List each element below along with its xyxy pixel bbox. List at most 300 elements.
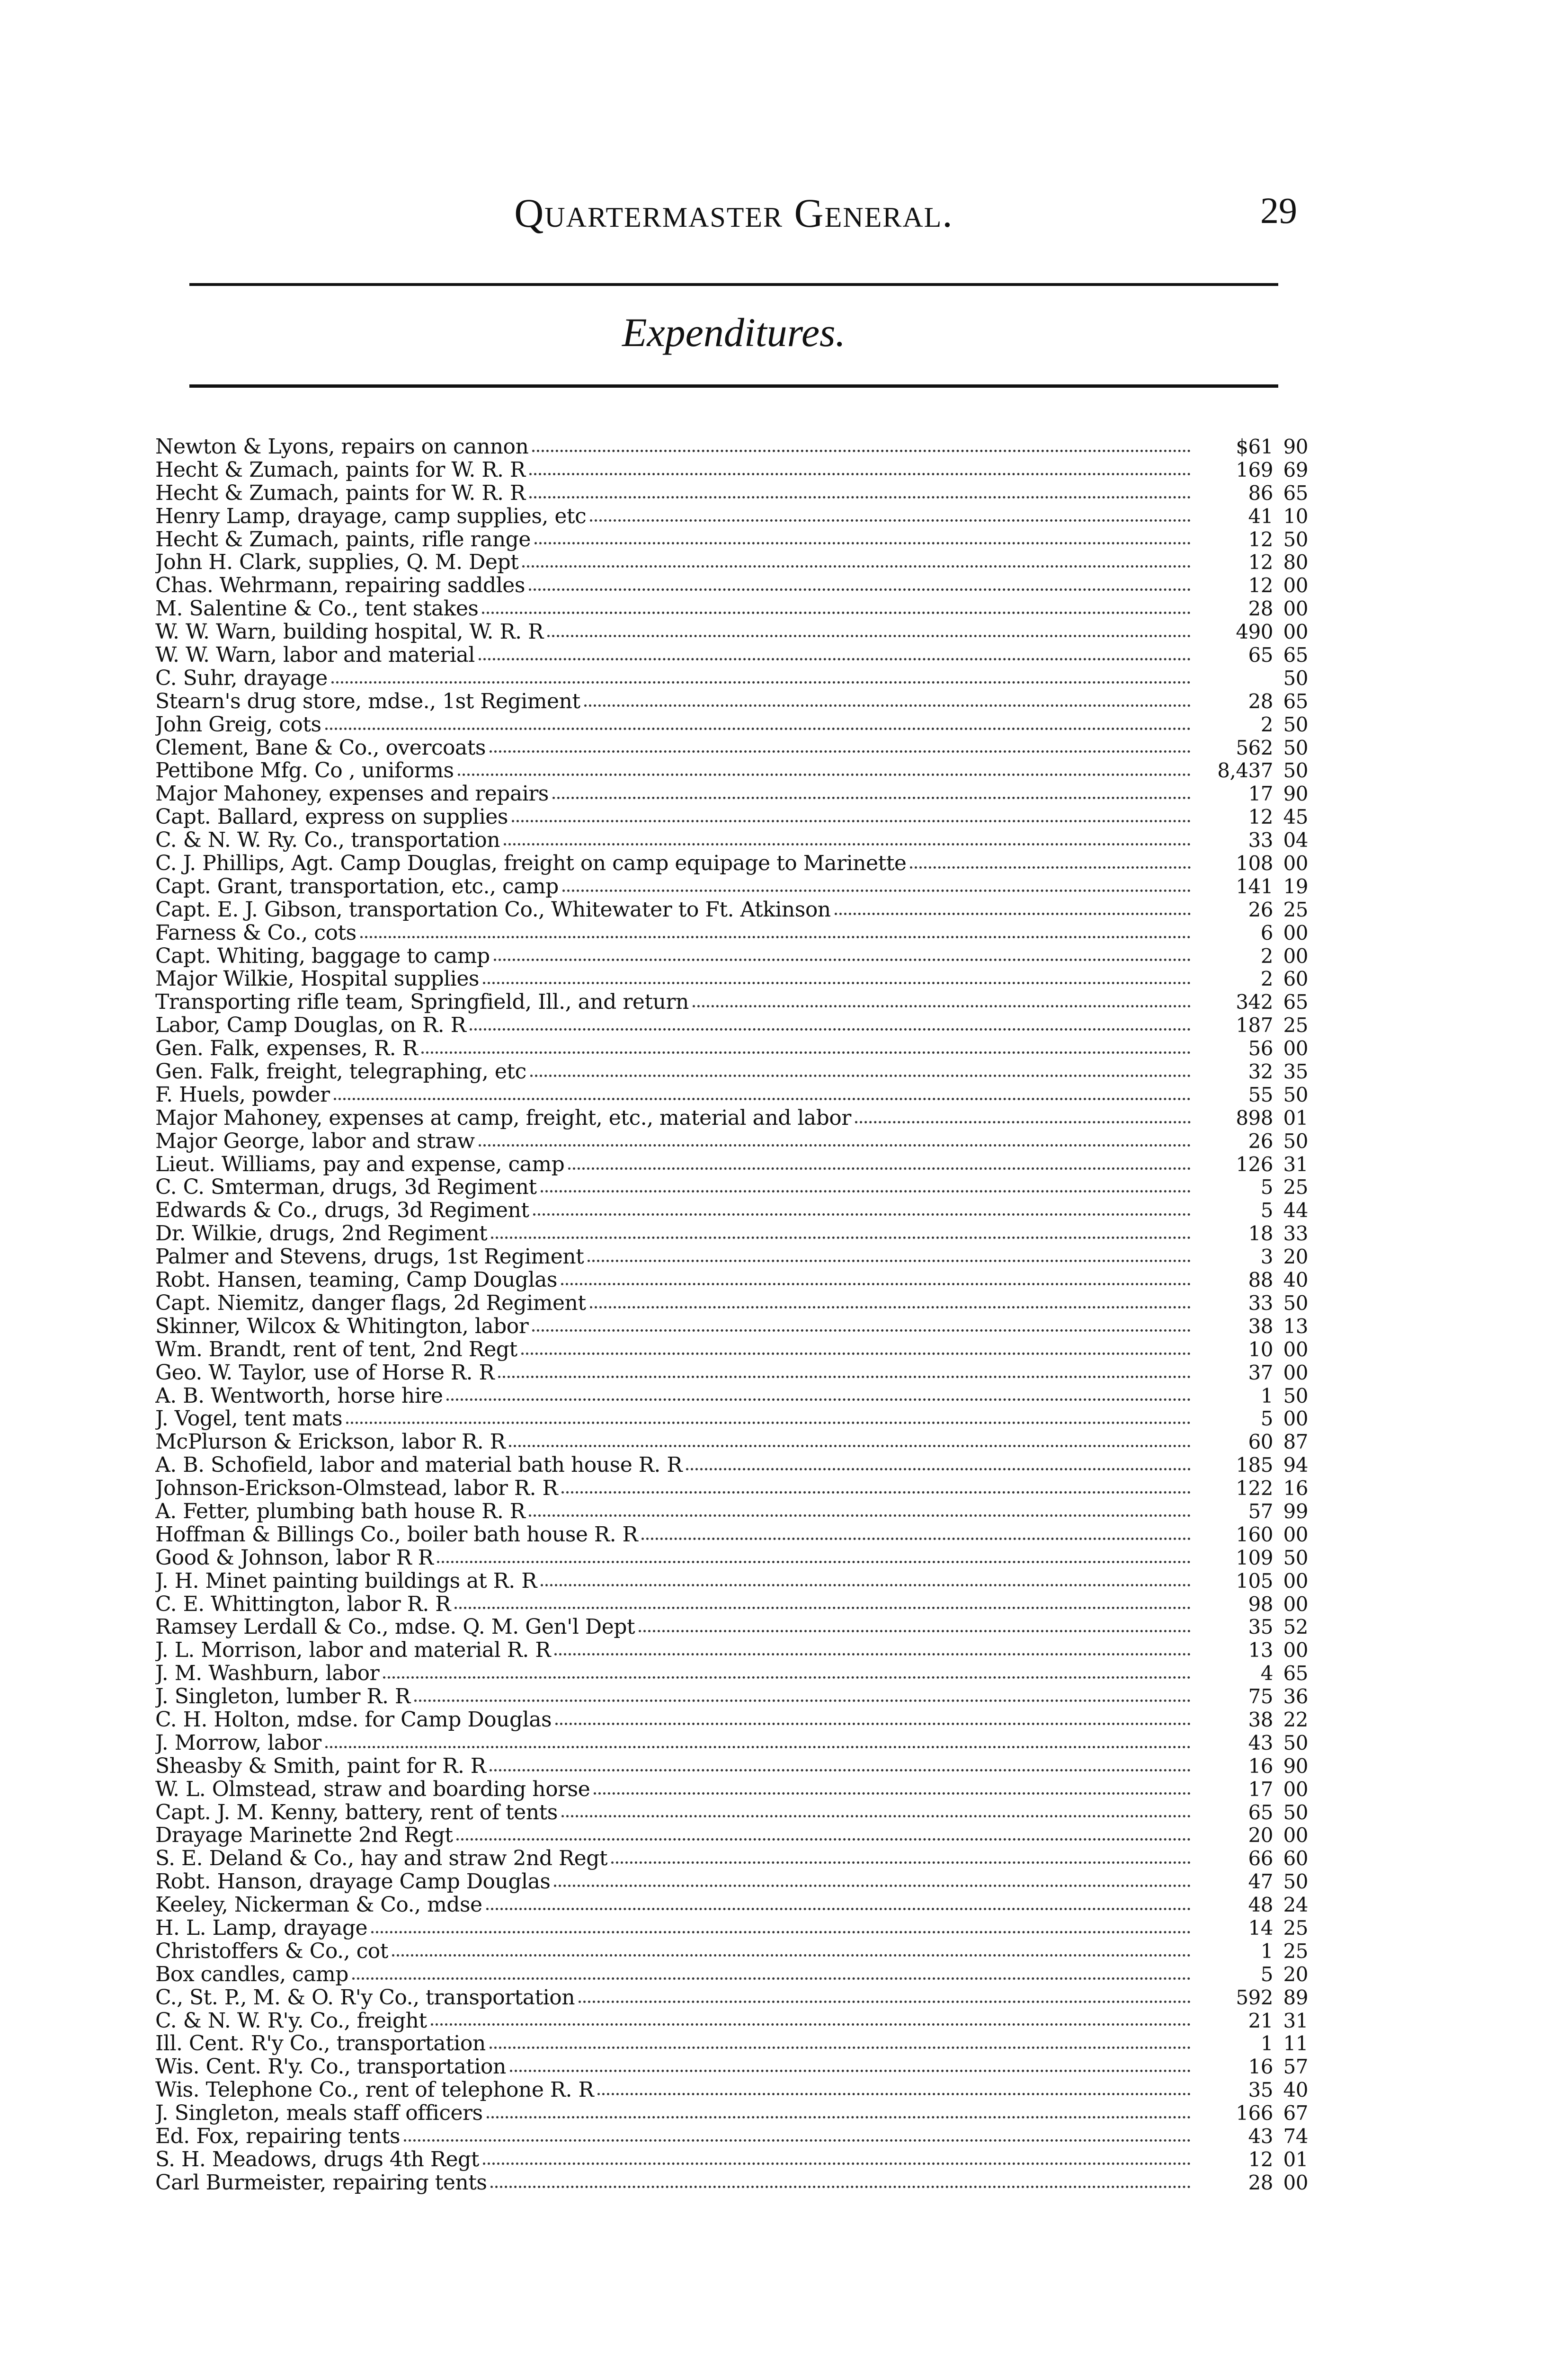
amount-dollars: 16 xyxy=(1248,2056,1273,2079)
expenditure-row xyxy=(155,1338,1308,1361)
amount-dollars: 38 xyxy=(1248,1315,1273,1338)
amount-cents: 00 xyxy=(1283,1037,1308,1060)
expenditure-amount xyxy=(1194,1199,1308,1222)
amount-dollars: 86 xyxy=(1248,481,1273,505)
amount-dollars: 169 xyxy=(1236,458,1273,481)
dot-leader xyxy=(562,890,1191,892)
expenditure-amount xyxy=(1194,1292,1308,1315)
amount-cents: 00 xyxy=(1283,1593,1308,1616)
amount-cents: 13 xyxy=(1283,1315,1308,1338)
amount-cents: 94 xyxy=(1283,1454,1308,1477)
amount-dollars: 33 xyxy=(1248,1291,1273,1315)
amount-cents: 10 xyxy=(1283,505,1308,528)
amount-cents: 50 xyxy=(1283,1546,1308,1569)
expenditure-amount xyxy=(1194,1963,1308,1986)
dot-leader xyxy=(483,2162,1191,2165)
expenditure-amount xyxy=(1194,1523,1308,1547)
expenditure-amount xyxy=(1194,1986,1308,2010)
expenditure-amount xyxy=(1194,1454,1308,1477)
expenditure-description: Ramsey Lerdall & Co., mdse. Q. M. Gen'l Dept xyxy=(155,1616,635,1639)
expenditure-row xyxy=(155,1570,1308,1593)
expenditure-amount xyxy=(1194,1547,1308,1570)
amount-cents: 50 xyxy=(1283,667,1308,690)
expenditure-description: W. W. Warn, building hospital, W. R. R xyxy=(155,621,543,644)
expenditure-row xyxy=(155,1778,1308,1801)
dot-leader xyxy=(504,843,1191,845)
amount-dollars: 98 xyxy=(1248,1593,1273,1616)
expenditure-row xyxy=(155,2148,1308,2171)
expenditure-amount xyxy=(1194,1246,1308,1269)
expenditure-description: McPlurson & Erickson, labor R. R xyxy=(155,1431,506,1454)
dot-leader xyxy=(910,866,1191,869)
dot-leader xyxy=(541,1584,1191,1586)
expenditure-row xyxy=(155,2056,1308,2079)
amount-cents: 90 xyxy=(1283,436,1308,458)
expenditure-amount xyxy=(1194,667,1308,690)
expenditure-row xyxy=(155,922,1308,945)
dot-leader xyxy=(490,1769,1191,1771)
dot-leader xyxy=(529,1514,1191,1517)
dot-leader xyxy=(529,588,1191,591)
expenditure-row xyxy=(155,1639,1308,1662)
expenditure-amount xyxy=(1194,505,1308,528)
expenditure-amount xyxy=(1194,482,1308,505)
expenditure-row xyxy=(155,1986,1308,2010)
expenditure-description: Keeley, Nickerman & Co., mdse xyxy=(155,1894,482,1917)
expenditure-description: Clement, Bane & Co., overcoats xyxy=(155,736,486,760)
expenditure-description: W. W. Warn, labor and material xyxy=(155,644,475,667)
amount-cents: 01 xyxy=(1283,1106,1308,1130)
expenditure-row xyxy=(155,1593,1308,1616)
dot-leader xyxy=(590,519,1191,522)
expenditure-description: S. H. Meadows, drugs 4th Regt xyxy=(155,2148,479,2171)
amount-dollars: 12 xyxy=(1248,551,1273,574)
expenditure-description: C. C. Smterman, drugs, 3d Regiment xyxy=(155,1176,537,1200)
expenditure-amount xyxy=(1194,1709,1308,1732)
dot-leader xyxy=(490,750,1191,753)
amount-dollars: 18 xyxy=(1248,1222,1273,1246)
dot-leader xyxy=(554,1885,1191,1887)
dot-leader xyxy=(487,2116,1191,2118)
amount-cents: 50 xyxy=(1283,759,1308,783)
expenditure-amount xyxy=(1194,1917,1308,1940)
expenditure-amount xyxy=(1194,922,1308,945)
expenditure-row xyxy=(155,1685,1308,1709)
amount-cents: 50 xyxy=(1283,736,1308,759)
expenditure-description: Christoffers & Co., cot xyxy=(155,1940,388,1963)
amount-cents: 45 xyxy=(1283,806,1308,829)
expenditure-amount xyxy=(1194,1269,1308,1292)
expenditure-row xyxy=(155,667,1308,690)
amount-dollars: 66 xyxy=(1248,1847,1273,1870)
amount-dollars: 65 xyxy=(1248,1801,1273,1824)
expenditure-amount xyxy=(1194,1385,1308,1408)
amount-cents: 25 xyxy=(1283,1014,1308,1037)
amount-dollars: 141 xyxy=(1236,875,1273,898)
dot-leader xyxy=(346,1422,1191,1424)
amount-dollars: 56 xyxy=(1248,1037,1273,1060)
amount-cents: 16 xyxy=(1283,1477,1308,1500)
amount-cents: 00 xyxy=(1283,621,1308,644)
expenditure-row xyxy=(155,2032,1308,2056)
amount-cents: 90 xyxy=(1283,783,1308,806)
running-head: Quartermaster General. xyxy=(514,190,953,236)
dot-leader xyxy=(482,612,1191,614)
amount-cents: 11 xyxy=(1283,2032,1308,2056)
expenditure-row xyxy=(155,1547,1308,1570)
dot-leader xyxy=(535,542,1191,544)
expenditure-description: Wm. Brandt, rent of tent, 2nd Regt xyxy=(155,1338,517,1361)
expenditure-amount xyxy=(1194,597,1308,621)
dot-leader xyxy=(532,1329,1191,1332)
expenditure-row xyxy=(155,1870,1308,1894)
expenditure-description: Box candles, camp xyxy=(155,1963,348,1986)
expenditure-description: A. Fetter, plumbing bath house R. R xyxy=(155,1500,526,1523)
expenditure-amount xyxy=(1194,1060,1308,1084)
dot-leader xyxy=(437,1561,1191,1563)
expenditure-row xyxy=(155,899,1308,922)
expenditure-description: Hecht & Zumach, paints for W. R. R xyxy=(155,481,526,505)
expenditure-amount xyxy=(1194,1431,1308,1454)
expenditure-amount xyxy=(1194,690,1308,713)
expenditure-description: M. Salentine & Co., tent stakes xyxy=(155,597,479,621)
expenditure-amount xyxy=(1194,1315,1308,1338)
top-rule xyxy=(189,283,1278,286)
dot-leader xyxy=(541,1190,1191,1192)
amount-cents: 99 xyxy=(1283,1500,1308,1523)
expenditure-amount xyxy=(1194,1338,1308,1361)
amount-cents: 01 xyxy=(1283,2148,1308,2171)
expenditure-description: Farness & Co., cots xyxy=(155,921,356,945)
amount-dollars: 43 xyxy=(1248,1731,1273,1754)
amount-cents: 50 xyxy=(1283,528,1308,551)
expenditure-description: W. L. Olmstead, straw and boarding horse xyxy=(155,1778,590,1801)
expenditure-amount xyxy=(1194,528,1308,552)
dot-leader xyxy=(383,1676,1191,1679)
expenditure-amount xyxy=(1194,1407,1308,1431)
amount-cents: 36 xyxy=(1283,1685,1308,1709)
bottom-rule xyxy=(189,384,1278,388)
amount-dollars: 28 xyxy=(1248,690,1273,713)
dot-leader xyxy=(421,1051,1191,1054)
amount-cents: 50 xyxy=(1283,713,1308,736)
dot-leader xyxy=(522,565,1191,568)
expenditure-amount xyxy=(1194,1870,1308,1894)
dot-leader xyxy=(371,1931,1191,1933)
dot-leader xyxy=(835,913,1191,915)
expenditure-description: Wis. Telephone Co., rent of telephone R. R xyxy=(155,2079,594,2102)
amount-dollars: 65 xyxy=(1248,644,1273,667)
expenditure-row xyxy=(155,1824,1308,1847)
section-title: Expenditures. xyxy=(622,310,846,355)
amount-cents: 20 xyxy=(1283,1963,1308,1986)
amount-cents: 00 xyxy=(1283,1639,1308,1662)
dot-leader xyxy=(490,2047,1191,2049)
amount-cents: 00 xyxy=(1283,574,1308,597)
dot-leader xyxy=(855,1121,1191,1123)
amount-dollars: 75 xyxy=(1248,1685,1273,1709)
amount-dollars: 160 xyxy=(1236,1523,1273,1546)
amount-dollars: 38 xyxy=(1248,1708,1273,1731)
expenditure-row xyxy=(155,1662,1308,1685)
amount-cents: 00 xyxy=(1283,597,1308,621)
amount-cents: 00 xyxy=(1283,1569,1308,1593)
dot-leader xyxy=(588,1260,1191,1262)
amount-dollars: 592 xyxy=(1236,1986,1273,2009)
amount-cents: 40 xyxy=(1283,1269,1308,1292)
amount-dollars: 20 xyxy=(1248,1824,1273,1847)
amount-dollars: 5 xyxy=(1260,1407,1273,1431)
expenditure-description: Skinner, Wilcox & Whitington, labor xyxy=(155,1315,529,1338)
expenditure-row xyxy=(155,829,1308,852)
dot-leader xyxy=(547,635,1191,637)
expenditure-row xyxy=(155,1222,1308,1246)
expenditure-row xyxy=(155,1732,1308,1755)
expenditure-amount xyxy=(1194,2056,1308,2079)
expenditure-row xyxy=(155,436,1308,459)
expenditure-row xyxy=(155,945,1308,968)
amount-dollars: 28 xyxy=(1248,2171,1273,2194)
expenditure-amount xyxy=(1194,968,1308,991)
expenditure-description: J. M. Washburn, labor xyxy=(155,1662,380,1686)
dot-leader xyxy=(594,1792,1191,1795)
amount-cents: 00 xyxy=(1283,852,1308,875)
expenditure-description: Hecht & Zumach, paints for W. R. R xyxy=(155,458,526,482)
expenditure-amount xyxy=(1194,1361,1308,1385)
expenditure-description: Newton & Lyons, repairs on cannon xyxy=(155,436,529,459)
expenditure-row xyxy=(155,759,1308,783)
expenditure-row xyxy=(155,737,1308,760)
expenditure-description: Gen. Falk, freight, telegraphing, etc xyxy=(155,1060,526,1084)
expenditure-row xyxy=(155,2079,1308,2102)
expenditure-description: J. Morrow, labor xyxy=(155,1731,321,1755)
expenditure-amount xyxy=(1194,1014,1308,1037)
amount-cents: 65 xyxy=(1283,1662,1308,1685)
expenditure-amount xyxy=(1194,783,1308,806)
amount-cents: 00 xyxy=(1283,1778,1308,1801)
amount-cents: 22 xyxy=(1283,1708,1308,1731)
amount-cents: 74 xyxy=(1283,2125,1308,2148)
dot-leader xyxy=(431,2023,1191,2026)
expenditure-description: Labor, Camp Douglas, on R. R xyxy=(155,1014,466,1038)
expenditure-description: J. Vogel, tent mats xyxy=(155,1407,343,1431)
expenditure-row xyxy=(155,1014,1308,1037)
amount-dollars: 33 xyxy=(1248,829,1273,852)
amount-dollars: 32 xyxy=(1248,1060,1273,1084)
amount-dollars: 1 xyxy=(1260,1384,1273,1407)
amount-cents: 24 xyxy=(1283,1894,1308,1917)
expenditure-amount xyxy=(1194,1570,1308,1593)
dot-leader xyxy=(552,797,1191,799)
dot-leader xyxy=(414,1700,1191,1702)
amount-dollars: 17 xyxy=(1248,783,1273,806)
expenditure-row xyxy=(155,1500,1308,1523)
amount-dollars: 60 xyxy=(1248,1431,1273,1454)
dot-leader xyxy=(590,1306,1191,1308)
expenditure-description: C. H. Holton, mdse. for Camp Douglas xyxy=(155,1708,552,1732)
amount-dollars: $61 xyxy=(1236,436,1273,458)
expenditure-description: Geo. W. Taylor, use of Horse R. R xyxy=(155,1361,495,1385)
dot-leader xyxy=(352,1977,1191,1980)
expenditure-row xyxy=(155,1176,1308,1200)
amount-cents: 89 xyxy=(1283,1986,1308,2009)
expenditure-row xyxy=(155,1917,1308,1940)
expenditure-amount xyxy=(1194,1685,1308,1709)
expenditure-description: Pettibone Mfg. Co , uniforms xyxy=(155,759,454,783)
expenditure-amount xyxy=(1194,1037,1308,1060)
expenditure-row xyxy=(155,597,1308,621)
expenditure-amount xyxy=(1194,1153,1308,1176)
expenditure-description: S. E. Deland & Co., hay and straw 2nd Regt xyxy=(155,1847,608,1871)
expenditure-amount xyxy=(1194,1616,1308,1639)
expenditure-amount xyxy=(1194,1593,1308,1616)
dot-leader xyxy=(521,1353,1191,1355)
expenditure-description: Major Wilkie, Hospital supplies xyxy=(155,968,479,991)
amount-cents: 25 xyxy=(1283,1917,1308,1940)
dot-leader xyxy=(641,1538,1191,1540)
expenditure-description: J. L. Morrison, labor and material R. R xyxy=(155,1639,551,1663)
expenditure-description: Robt. Hansen, teaming, Camp Douglas xyxy=(155,1269,557,1292)
expenditure-row xyxy=(155,690,1308,713)
expenditure-description: Hecht & Zumach, paints, rifle range xyxy=(155,528,531,552)
dot-leader xyxy=(693,1005,1191,1007)
dot-leader xyxy=(529,473,1191,475)
amount-dollars: 16 xyxy=(1248,1754,1273,1778)
dot-leader xyxy=(529,496,1191,498)
amount-dollars: 12 xyxy=(1248,806,1273,829)
expenditure-amount xyxy=(1194,737,1308,760)
expenditure-description: Capt. Ballard, express on supplies xyxy=(155,806,508,829)
dot-leader xyxy=(555,1723,1191,1725)
expenditure-amount xyxy=(1194,1732,1308,1755)
amount-cents: 67 xyxy=(1283,2102,1308,2125)
dot-leader xyxy=(360,936,1191,938)
dot-leader xyxy=(686,1468,1191,1470)
expenditure-description: Capt. E. J. Gibson, transportation Co., Whitewater to Ft. Atkinson xyxy=(155,898,831,922)
amount-dollars: 14 xyxy=(1248,1917,1273,1940)
dot-leader xyxy=(584,704,1191,707)
amount-cents: 25 xyxy=(1283,898,1308,921)
amount-dollars: 109 xyxy=(1236,1546,1273,1569)
amount-dollars: 35 xyxy=(1248,2079,1273,2102)
expenditure-amount xyxy=(1194,1940,1308,1963)
expenditure-description: Major Mahoney, expenses and repairs xyxy=(155,783,549,806)
expenditure-description: C. & N. W. R'y. Co., freight xyxy=(155,2009,427,2033)
dot-leader xyxy=(334,1098,1191,1100)
expenditure-description: Wis. Cent. R'y. Co., transportation xyxy=(155,2056,506,2079)
expenditure-row xyxy=(155,1385,1308,1408)
amount-dollars: 342 xyxy=(1236,991,1273,1014)
expenditure-description: Johnson-Erickson-Olmstead, labor R. R xyxy=(155,1477,558,1500)
expenditure-amount xyxy=(1194,1130,1308,1153)
amount-dollars: 12 xyxy=(1248,574,1273,597)
amount-cents: 31 xyxy=(1283,2009,1308,2032)
expenditure-description: Carl Burmeister, repairing tents xyxy=(155,2171,487,2195)
amount-cents: 33 xyxy=(1283,1222,1308,1246)
expenditure-description: C. & N. W. Ry. Co., transportation xyxy=(155,829,500,853)
amount-cents: 20 xyxy=(1283,1246,1308,1269)
expenditure-amount xyxy=(1194,1778,1308,1801)
amount-cents: 60 xyxy=(1283,968,1308,991)
expenditure-description: Transporting rifle team, Springfield, Ill., and return xyxy=(155,991,689,1014)
expenditure-row xyxy=(155,1963,1308,1986)
expenditure-description: C., St. P., M. & O. R'y Co., transportation xyxy=(155,1986,575,2010)
amount-cents: 00 xyxy=(1283,2171,1308,2194)
amount-cents: 40 xyxy=(1283,2079,1308,2102)
expenditure-description: Gen. Falk, expenses, R. R xyxy=(155,1037,418,1061)
expenditure-amount xyxy=(1194,1801,1308,1824)
expenditure-amount xyxy=(1194,1477,1308,1500)
expenditure-row xyxy=(155,1269,1308,1292)
amount-dollars: 12 xyxy=(1248,528,1273,551)
amount-cents: 19 xyxy=(1283,875,1308,898)
amount-cents: 50 xyxy=(1283,1083,1308,1106)
expenditure-description: C. Suhr, drayage xyxy=(155,667,328,690)
expenditure-row xyxy=(155,1755,1308,1778)
dot-leader xyxy=(470,1028,1191,1031)
amount-dollars: 562 xyxy=(1236,736,1273,759)
expenditure-amount xyxy=(1194,2125,1308,2148)
amount-dollars: 43 xyxy=(1248,2125,1273,2148)
expenditure-row xyxy=(155,1199,1308,1222)
amount-dollars: 88 xyxy=(1248,1269,1273,1292)
expenditure-description: Ed. Fox, repairing tents xyxy=(155,2125,401,2148)
amount-cents: 44 xyxy=(1283,1199,1308,1222)
amount-dollars: 166 xyxy=(1236,2102,1273,2125)
amount-dollars: 48 xyxy=(1248,1894,1273,1917)
expenditure-row xyxy=(155,644,1308,667)
expenditure-row xyxy=(155,1037,1308,1060)
page-number: 29 xyxy=(1260,190,1297,231)
expenditure-amount xyxy=(1194,551,1308,574)
expenditure-amount xyxy=(1194,1847,1308,1870)
expenditure-amount xyxy=(1194,2010,1308,2033)
amount-dollars: 26 xyxy=(1248,898,1273,921)
dot-leader xyxy=(597,2093,1191,2095)
dot-leader xyxy=(483,982,1191,984)
amount-cents: 31 xyxy=(1283,1153,1308,1176)
amount-cents: 35 xyxy=(1283,1060,1308,1084)
expenditure-description: A. B. Schofield, labor and material bath house R. R xyxy=(155,1454,682,1477)
amount-cents: 00 xyxy=(1283,1523,1308,1546)
amount-cents: 50 xyxy=(1283,1731,1308,1754)
expenditure-description: C. J. Phillips, Agt. Camp Douglas, freight on camp equipage to Marinette xyxy=(155,852,907,875)
amount-dollars: 122 xyxy=(1236,1477,1273,1500)
expenditure-amount xyxy=(1194,2148,1308,2171)
expenditure-description: J. Singleton, meals staff officers xyxy=(155,2102,483,2126)
expenditure-amount xyxy=(1194,1824,1308,1847)
expenditure-amount xyxy=(1194,852,1308,875)
expenditure-row xyxy=(155,2125,1308,2148)
expenditure-amount xyxy=(1194,2102,1308,2125)
amount-dollars: 21 xyxy=(1248,2009,1273,2032)
amount-dollars: 5 xyxy=(1260,1176,1273,1199)
dot-leader xyxy=(554,1653,1191,1655)
amount-cents: 50 xyxy=(1283,1130,1308,1153)
expenditure-amount xyxy=(1194,644,1308,667)
dot-leader xyxy=(479,658,1191,660)
expenditure-description: Capt. Niemitz, danger flags, 2d Regiment xyxy=(155,1291,586,1315)
amount-dollars: 6 xyxy=(1260,921,1273,944)
amount-dollars: 55 xyxy=(1248,1083,1273,1106)
expenditure-row xyxy=(155,806,1308,829)
expenditure-amount xyxy=(1194,991,1308,1014)
amount-cents: 00 xyxy=(1283,944,1308,968)
expenditure-row xyxy=(155,1407,1308,1431)
expenditure-amount xyxy=(1194,1222,1308,1246)
expenditure-row xyxy=(155,1431,1308,1454)
amount-dollars: 57 xyxy=(1248,1500,1273,1523)
